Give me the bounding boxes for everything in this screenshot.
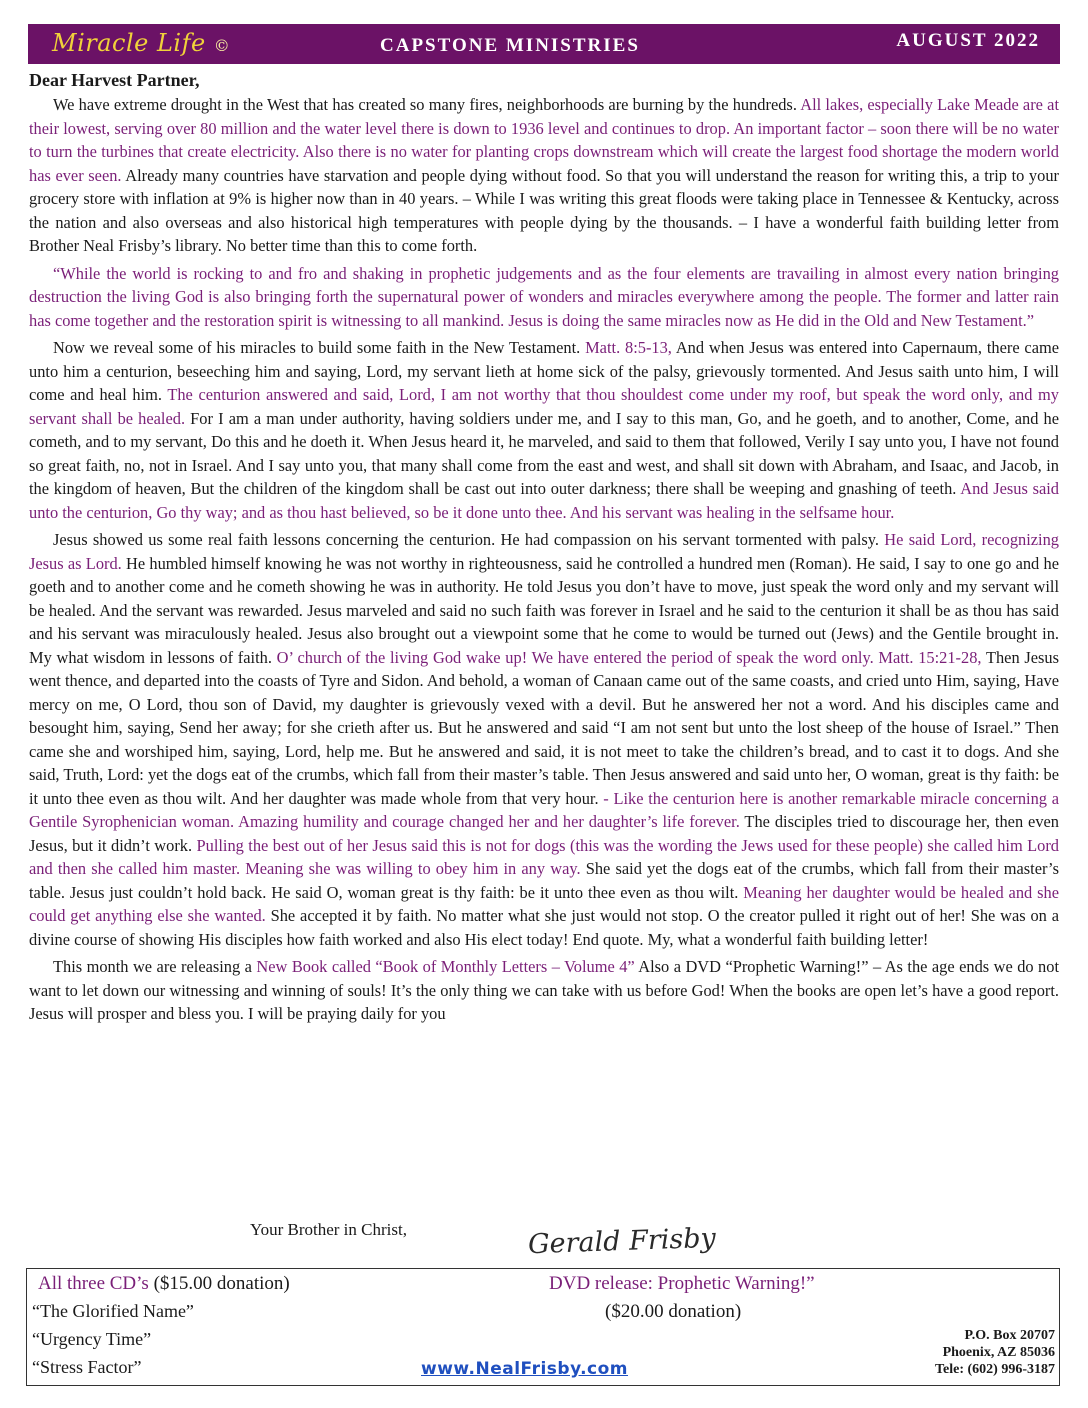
body-text: She accepted it by faith. No matter what she just would not stop. O the creator pulled it right out of her! She was on a divine course of showing His disciples how faith worked and also His elect today! End quote. My, what a wonderful faith building letter!: [29, 906, 1059, 949]
mailing-address: [935, 1327, 1055, 1378]
highlighted-text: He said Lord, recognizing Jesus as Lord.: [29, 530, 1059, 573]
highlighted-text: - Like the centurion here is another remarkable miracle concerning a Gentile Syrophenician woman. Amazing humility and courage changed her and her daughter’s life forever.: [29, 788, 1059, 831]
body-text: The disciples tried to discourage her, then even Jesus, but it didn’t work.: [29, 812, 1059, 855]
highlighted-text: Matt. 8:5-13,: [585, 338, 672, 357]
handwritten-signature: Gerald Frisby: [527, 1222, 717, 1261]
website-link[interactable]: www.NealFrisby.com: [421, 1359, 629, 1379]
cd-offer-label: All three CD’s: [38, 1273, 149, 1294]
address-city: Phoenix, AZ 85036: [942, 1345, 1055, 1360]
body-text: Now we reveal some of his miracles to build some faith in the New Testament.: [53, 338, 586, 357]
page-header: [28, 24, 1060, 64]
cd-item-2: “Urgency Time”: [32, 1329, 152, 1349]
body-text: For I am a man under authority, having soldiers under me, and I say to this man, Go, and he goeth, and to another, Come, and he cometh, and to my servant, Do this and he doeth it. When Jesus heard it, he marveled, and said to them that followed, Verily I say unto you, I have not found so great faith, no, not in Israel. And I say unto you, that many shall come from the east and west, and shall sit down with Abraham, and Isaac, and Jacob, in the kingdom of heaven, But the children of the kingdom shall be cast out into outer darkness; there shall be weeping and gnashing of teeth.: [29, 408, 1059, 498]
miracle-life-logo: [52, 29, 230, 57]
body-text: This month we are releasing a: [53, 957, 257, 976]
cd-offer-price: ($15.00 donation): [148, 1273, 290, 1294]
body-text: Also a DVD “Prophetic Warning!” – As the age ends we do not want to let down our witnessing and winning of souls! It’s the only thing we can take with us before God! When the books are open let’s have a good report. Jesus will prosper and bless you. I will be praying daily for you: [29, 957, 1059, 1023]
body-text: Already many countries have starvation and people dying without food. So that you will understand the reason for writing this, a trip to your grocery store with inflation at 9% is higher now than in 40 years. – While I was writing this great floods were taking place in Tennessee & Kentucky, across the nation and also overseas and also historical high temperatures with people dying by the thousands. – I have a wonderful faith building letter from Brother Neal Frisby’s library. No better time than this to come forth.: [29, 165, 1059, 255]
highlighted-text: The centurion answered and said, Lord, I am not worthy that thou shouldest come under my roof, but speak the word only, and my servant shall be healed.: [29, 385, 1059, 428]
body-text: He humbled himself knowing he was not worthy in righteousness, said he controlled a hundred men (Roman). He said, I say to one go and he goeth and to another come and he cometh showing he was in authority. He told Jesus you don’t have to move, just speak the word only and my servant will be healed. And the servant was rewarded. Jesus marveled and said no such faith was forever in Israel and he said to the centurion it shall be as thou has said and his servant was miraculously healed. Jesus also brought out a viewpoint some that he come to would be turned out (Jews) and the Gentile brought in. My what wisdom in lessons of faith.: [29, 553, 1059, 667]
cd-item-3: “Stress Factor”: [32, 1357, 142, 1377]
greeting: Dear Harvest Partner,: [29, 70, 200, 90]
highlighted-text: Pulling the best out of her Jesus said this is not for dogs (this was the wording the Jews used for these people) she called him Lord and then she called him master. Meaning she was willing to obey him in any way.: [29, 835, 1059, 878]
logo-text: Miracle Life: [52, 29, 206, 57]
highlighted-text: “While the world is rocking to and fro and shaking in prophetic judgements and as the four elements are travailing in almost every nation bringing destruction the living God is also bringing forth the supernatural power of wonders and miracles everywhere among the people. The former and latter rain has come together and the restoration spirit is witnessing to all mankind. Jesus is doing the same miracles now as He did in the Old and New Testament.”: [29, 263, 1059, 330]
highlighted-text: All lakes, especially Lake Meade are at their lowest, serving over 80 million and the water level there is down to 1936 level and continues to drop. An important factor – soon there will be no water to turn the turbines that create electricity. Also there is no water for planting crops downstream which will create the largest food shortage the modern world has ever seen.: [29, 95, 1059, 185]
body-text: Jesus showed us some real faith lessons concerning the centurion. He had compassion on his servant tormented with palsy.: [53, 530, 885, 549]
organization-name: CAPSTONE MINISTRIES: [380, 35, 640, 56]
body-text: Then Jesus went thence, and departed into the coasts of Tyre and Sidon. And behold, a woman of Canaan came out of the same coasts, and cried unto Him, saying, Have mercy on me, O Lord, thou son of David, my daughter is grievously vexed with a devil. But he answered her not a word. And his disciples came and besought him, saying, Send her away; for she crieth after us. But he answered and said “I am not sent but unto the lost sheep of the house of Israel.” Then came she and worshiped him, saying, Lord, help me. But he answered and said, it is not meet to take the children’s bread, and to cast it to dogs. And she said, Truth, Lord: yet the dogs eat of the crumbs, which fall from their master’s table. Then Jesus answered and said unto her, O woman, great is thy faith: be it unto thee even as thou wilt. And her daughter was made whole from that very hour.: [29, 647, 1059, 808]
paragraph-1: [29, 93, 1059, 258]
cd-offer-title: [38, 1273, 290, 1295]
closing-line: Your Brother in Christ,: [250, 1220, 407, 1239]
highlighted-text: And Jesus said unto the centurion, Go thy way; and as thou hast believed, so be it done unto thee. And his servant was healing in the selfsame hour.: [29, 479, 1060, 522]
highlighted-text: O’ church of the living God wake up! We have entered the period of speak the word only. Matt. 15:21-28,: [276, 647, 982, 667]
paragraph-2-quote: [29, 262, 1059, 333]
copyright-symbol: ©: [213, 36, 231, 55]
letter-body: [29, 70, 1059, 1030]
dvd-offer-title: DVD release: Prophetic Warning!”: [549, 1273, 815, 1294]
body-text: And when Jesus was entered into Capernaum, there came unto him a centurion, beseeching him and saying, Lord, my servant lieth at home sick of the palsy, grievously tormented. And Jesus saith unto him, I will come and heal him.: [29, 338, 1059, 404]
address-po-box: P.O. Box 20707: [964, 1328, 1055, 1343]
paragraph-3: [29, 336, 1059, 524]
body-text: She said yet the dogs eat of the crumbs, which fall from their master’s table. Jesus just couldn’t hold back. He said O, woman great is thy faith: be it unto thee even as thou wilt.: [29, 859, 1059, 902]
paragraph-4: [29, 528, 1059, 951]
body-text: We have extreme drought in the West that has created so many fires, neighborhoods are burning by the hundreds.: [53, 95, 801, 114]
cd-item-1: “The Glorified Name”: [32, 1301, 194, 1321]
highlighted-text: New Book called “Book of Monthly Letters – Volume 4”: [256, 957, 635, 976]
paragraph-5: [29, 955, 1059, 1026]
highlighted-text: Meaning her daughter would be healed and she could get anything else she wanted.: [29, 882, 1059, 925]
address-phone: Tele: (602) 996-3187: [934, 1362, 1055, 1377]
dvd-offer-price: ($20.00 donation): [605, 1301, 742, 1322]
offer-box: [26, 1268, 1060, 1386]
issue-date: AUGUST 2022: [896, 30, 1040, 51]
